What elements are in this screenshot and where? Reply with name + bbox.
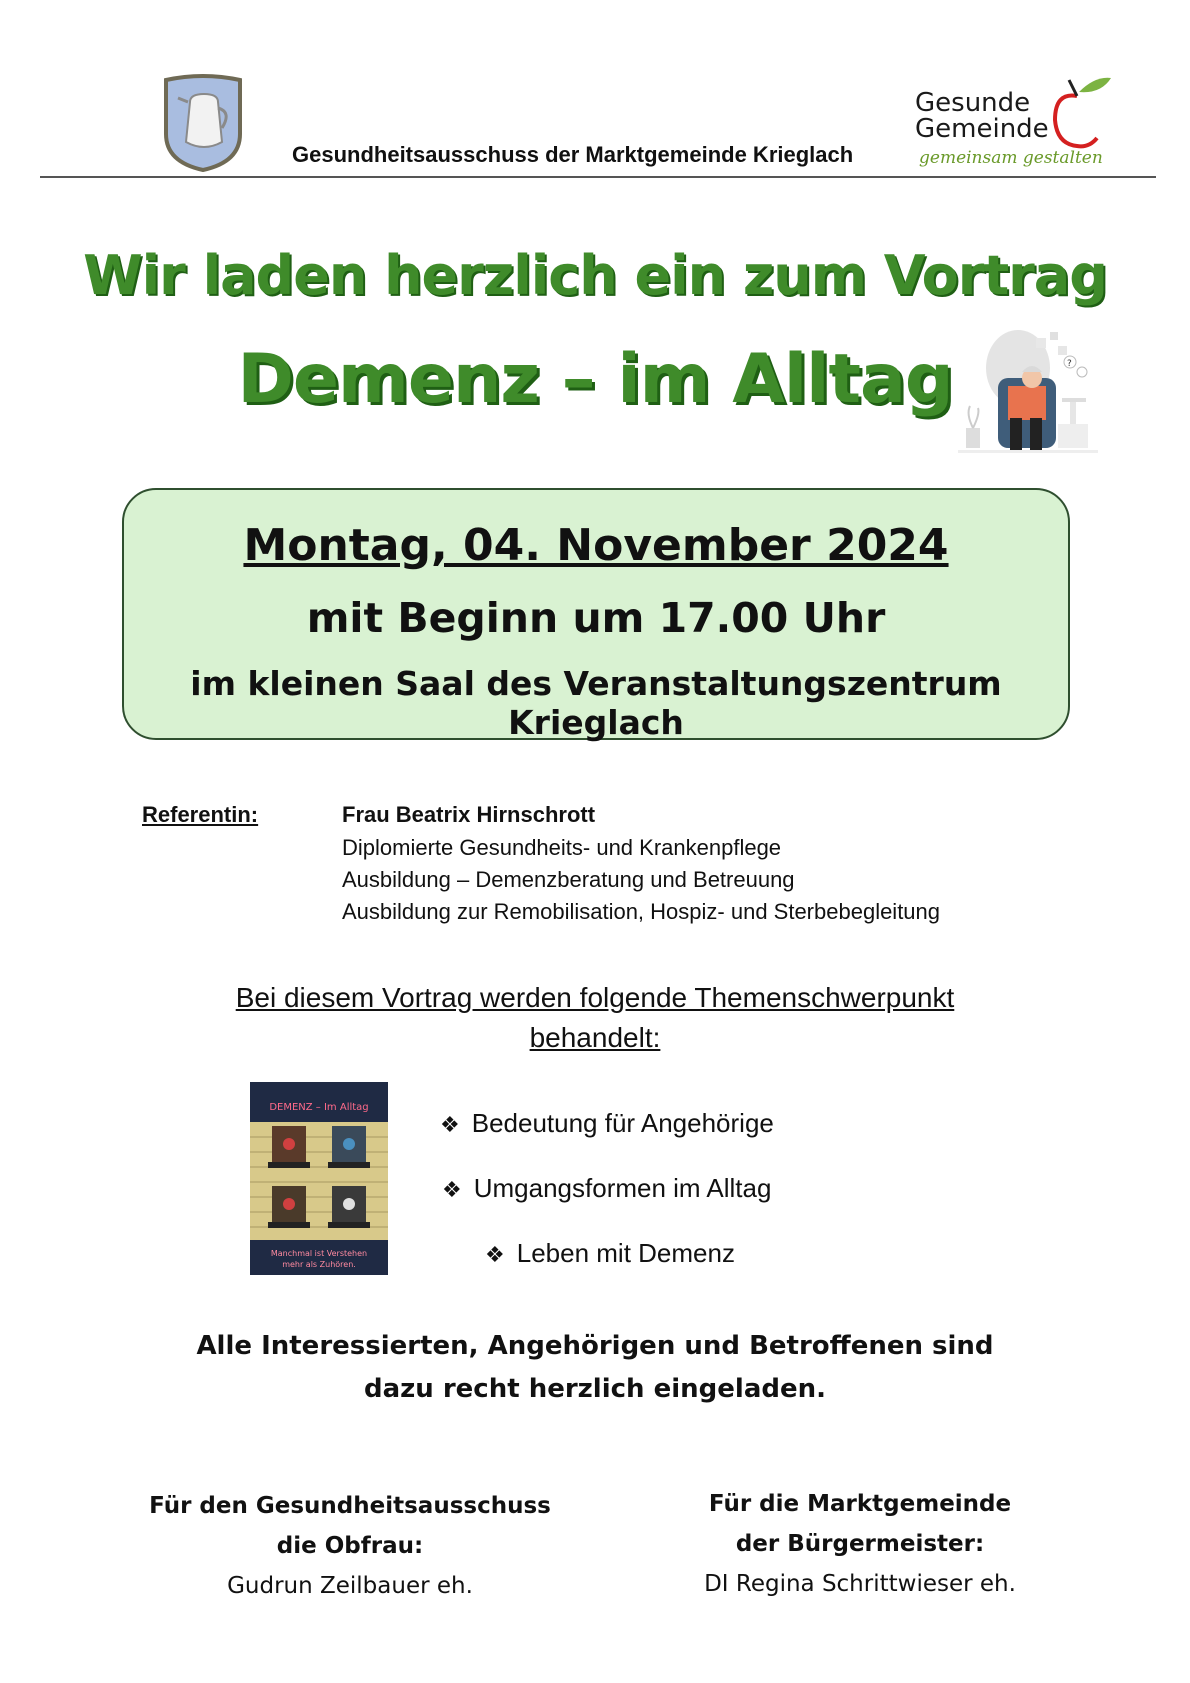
header-divider — [40, 176, 1156, 178]
speaker-qualification: Ausbildung – Demenzberatung und Betreuung — [342, 867, 795, 892]
municipal-crest-logo — [160, 72, 246, 172]
invitation-line-1: Alle Interessierten, Angehörigen und Betroffenen sind — [196, 1331, 994, 1361]
diamond-bullet-icon: ❖ — [440, 1112, 460, 1137]
elderly-person-armchair-illustration — [958, 328, 1098, 463]
topic-text: Umgangsformen im Alltag — [473, 1173, 772, 1203]
book-title: DEMENZ – Im Alltag — [269, 1102, 369, 1113]
speaker-label: Referentin: — [142, 802, 259, 827]
diamond-bullet-icon: ❖ — [442, 1177, 462, 1202]
topic-item — [440, 1108, 774, 1139]
invitation-heading: Wir laden herzlich ein zum Vortrag — [83, 244, 1107, 307]
apple-icon — [1043, 72, 1115, 152]
svg-text:?: ? — [1067, 359, 1072, 369]
topic-item — [485, 1238, 735, 1269]
topics-intro-line-2: behandelt: — [529, 1022, 661, 1053]
speaker-qualification: Diplomierte Gesundheits- und Krankenpflege — [342, 835, 782, 860]
book-cover-image — [250, 1082, 388, 1275]
book-caption-line-2: mehr als Zuhören. — [282, 1260, 356, 1269]
topics-intro — [0, 978, 1190, 1058]
signature-right-line-2: der Bürgermeister: — [735, 1531, 985, 1557]
signature-left-line-1: Für den Gesundheitsausschuss — [149, 1493, 551, 1519]
logo-line-1: Gesunde — [915, 88, 1031, 118]
event-location: im kleinen Saal des Veranstaltungszentrum Krieglach — [190, 664, 1002, 742]
event-date: Montag, 04. November 2024 — [243, 520, 949, 571]
organization-name: Gesundheitsausschuss der Marktgemeinde Krieglach — [292, 142, 854, 167]
gesunde-gemeinde-logo — [915, 72, 1115, 172]
topics-intro-line-1: Bei diesem Vortrag werden folgende Themenschwerpunkt — [235, 982, 955, 1013]
diamond-bullet-icon: ❖ — [485, 1242, 505, 1267]
topic-text: Bedeutung für Angehörige — [471, 1108, 774, 1138]
signature-left — [120, 1486, 580, 1606]
invitation-line-2: dazu recht herzlich eingeladen. — [364, 1374, 826, 1404]
signature-right-line-1: Für die Marktgemeinde — [708, 1491, 1012, 1517]
event-time: mit Beginn um 17.00 Uhr — [306, 594, 886, 642]
invitation-text — [0, 1325, 1190, 1411]
logo-tagline: gemeinsam gestalten — [919, 148, 1103, 168]
speaker-qualification: Ausbildung zur Remobilisation, Hospiz- und Sterbebegleitung — [342, 899, 941, 924]
topic-item — [442, 1173, 771, 1204]
book-caption-line-1: Manchmal ist Verstehen — [270, 1249, 368, 1258]
logo-line-2: Gemeinde — [915, 114, 1049, 144]
signature-right — [630, 1484, 1090, 1604]
speaker-name: Frau Beatrix Hirnschrott — [342, 802, 596, 827]
signature-right-name: DI Regina Schrittwieser eh. — [704, 1571, 1016, 1597]
signature-left-line-2: die Obfrau: — [276, 1533, 424, 1559]
signature-left-name: Gudrun Zeilbauer eh. — [227, 1573, 473, 1599]
lecture-title: Demenz – im Alltag — [237, 340, 953, 419]
topic-text: Leben mit Demenz — [516, 1238, 735, 1268]
